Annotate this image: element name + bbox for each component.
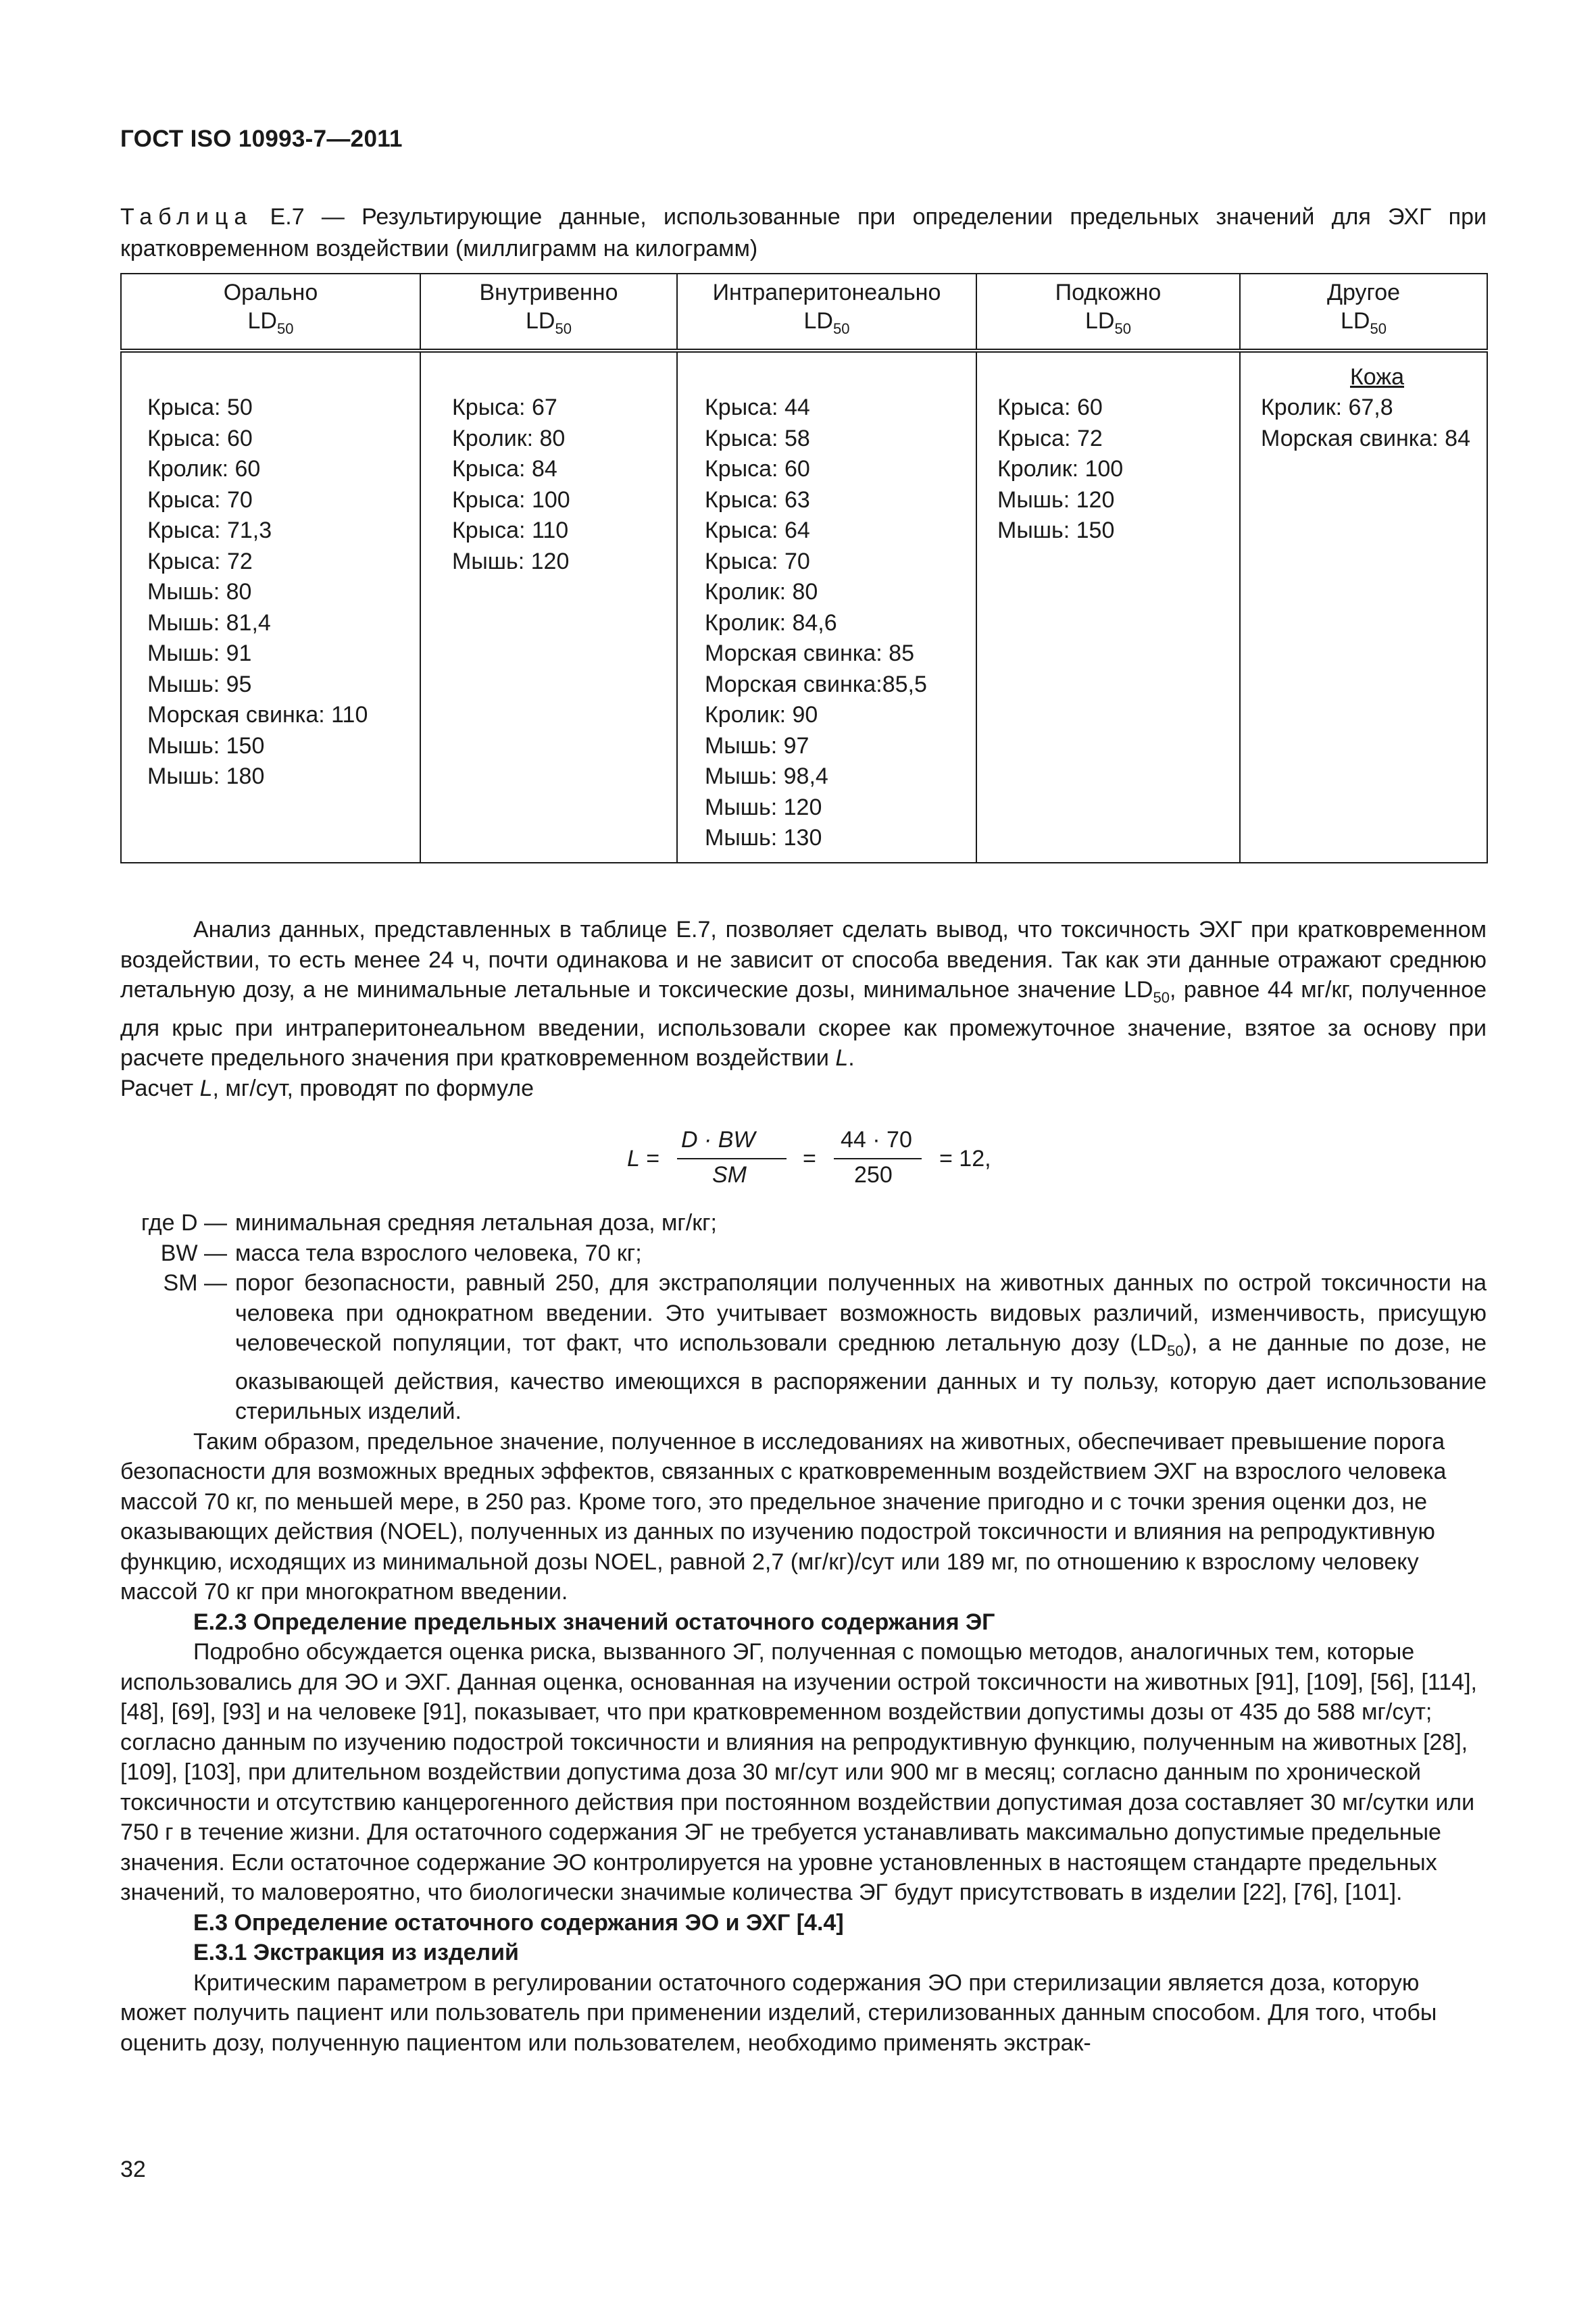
formula [627,1127,1114,1194]
table-entry: Мышь: 80 [147,579,252,605]
table-body-row [121,351,1487,863]
table-entry: Мышь: 130 [705,825,822,851]
ld50-table [120,273,1488,863]
ld50-label: $LD_{50}$ [1085,308,1131,337]
column-header-subcutaneous: Подкожно $LD_{50}$ [976,274,1240,351]
intraperitoneal-list [678,353,976,862]
table-entry: Крыса: 63 [705,486,810,513]
table-entry: Мышь: 97 [705,732,809,759]
other-skin-title: Кожа [1350,364,1404,390]
table-entry: Крыса: 71,3 [147,518,272,543]
formula-result: = 12, [939,1146,991,1172]
table-caption-text: Е.7 — Результирующие данные, использованные при определении предельных значений для ЭХГ при кратковременном воздействии (миллиграмм на килограмм) [120,204,1487,261]
intraperitoneal-cell [677,351,976,863]
table-entry: Кролик: 60 [147,456,261,482]
formula-lhs: L = [627,1146,659,1172]
definition-SM: SM — порог безопасности, равный 250, для экстраполяции полученных на животных данных по острой токсичности на человека при однократном введении. Это учитывает возможность видовых различий, изменчивость, присущую человеческой популяции, тот факт, что использовали среднюю летальную дозу $(LD_{50})$, а не данные по дозе, не оказывающей действия, качество имеющихся в распоряжении данных и ту пользу, которую дает использование стерильных изделий. [163,1270,1487,1424]
paragraph-safety-margin: Таким образом, предельное значение, полученное в исследованиях на животных, обеспечивает превышение порога безопасности для возможных вредных эффектов, связанных с кратковременным воздействием ЭХГ на взрослого человека массой 70 кг, по меньшей мере, в 250 раз. Кроме того, это предельное значение пригодно и с точки зрения оценки доз, не оказывающих действия (NOEL), полученных из данных по изучению подострой токсичности и влияния на репродуктивную функцию, исходящих из минимальной дозы NOEL, равной 2,7 (мг/кг)/сут или 189 мг, по отношению к взрослому человеку массой 70 кг при многократном введении. [120,1428,1447,1605]
column-header-oral: Орально $LD_{50}$ [121,274,420,351]
table-entry: Крыса: 110 [452,518,569,543]
table-entry: Мышь: 150 [147,732,265,759]
table-entry: Крыса: 100 [452,486,570,513]
fraction-line-1 [677,1158,787,1159]
table-entry: Крыса: 60 [147,425,253,451]
fraction-line-2 [834,1158,922,1159]
table-entry: Мышь: 98,4 [705,763,828,789]
definitions [120,1208,1487,2058]
table-entry: Мышь: 180 [147,763,265,789]
subcutaneous-list [977,353,1239,555]
table-entry: Мышь: 120 [997,486,1115,513]
table-entry: Кролик: 100 [997,456,1124,482]
oral-list [122,353,420,801]
paragraph-extraction: Критическим параметром в регулировании остаточного содержания ЭО при стерилизации является доза, которую может получить пациент или пользователь при применении изделий, стерилизованных данным способом. Для того, чтобы оценить дозу, полученную пациентом или пользователем, необходимо применять экстрак- [120,1969,1437,2056]
table-entry: Мышь: 120 [705,794,822,820]
other-list [1241,393,1487,462]
formula-num1: D · BW [681,1127,755,1153]
table-header-row [121,274,1487,351]
ld50-label: $LD_{50}$ [803,308,850,337]
table-entry: Морская свинка: 85 [705,640,914,666]
table-entry: Кролик: 67,8 [1261,395,1393,420]
formula-eq: = [803,1146,816,1172]
definition-D: где D — минимальная средняя летальная доза, мг/кг; [141,1210,717,1236]
table-entry: Морская свинка: 84 [1261,425,1470,451]
ld50-label: $LD_{50}$ [1341,308,1387,337]
table-entry: Кролик: 80 [705,579,818,605]
heading-e-2-3: Е.2.3 Определение предельных значений остаточного содержания ЭГ [193,1609,995,1635]
oral-cell [121,351,420,863]
table-entry: Крыса: 84 [452,456,557,482]
table-entry: Крыса: 70 [705,548,810,574]
table-entry: Кролик: 84,6 [705,609,837,636]
table-entry: Крыса: 44 [705,395,810,420]
heading-e-3: Е.3 Определение остаточного содержания ЭО и ЭХГ [4.4] [193,1909,844,1936]
table-entry: Крыса: 67 [452,395,557,420]
table-entry: Мышь: 91 [147,640,252,666]
table-entry: Кролик: 80 [452,425,566,451]
formula-num2: 44 · 70 [841,1127,912,1153]
table-entry: Мышь: 150 [997,518,1115,543]
ld50-label: $LD_{50}$ [526,308,572,337]
page-number: 32 [120,2157,146,2182]
table-caption-word: Таблица [120,204,253,230]
paragraph-eg-risk: Подробно обсуждается оценка риска, вызванного ЭГ, полученная с помощью методов, аналогичных тем, которые использовались для ЭО и ЭХГ. Данная оценка, основанная на изучении острой токсичности на животных [91], [109], [56], [114], [48], [69], [93] и на человеке [91], показывает, что при кратковременном воздействии допустимы дозы от 435 до 588 мг/сут; согласно данным по изучению подострой токсичности и влияния на репродуктивную функцию, полученным на животных [28], [109], [103], при длительном воздействии допустима доза 30 мг/сут или 900 мг в месяц; согласно данным по хронической токсичности и отсутствию канцерогенного действия при постоянном воздействии допустимая доза составляет 30 мг/сутки или 750 г в течение жизни. Для остаточного содержания ЭГ не требуется устанавливать максимально допустимые предельные значения. Если остаточное содержание ЭО контролируется на уровне установленных в настоящем стандарте предельных значений, то маловероятно, что биологически значимые количества ЭГ будут присутствовать в изделии [22], [76], [101]. [120,1639,1477,1905]
formula-den2: 250 [854,1162,893,1188]
table-entry: Мышь: 120 [452,548,570,574]
other-cell [1240,351,1487,863]
table-entry: Крыса: 58 [705,425,810,451]
table-entry: Морская свинка: 110 [147,702,368,728]
column-header-intravenous: Внутривенно $LD_{50}$ [420,274,677,351]
table-entry: Морская свинка:85,5 [705,671,927,697]
table-entry: Мышь: 95 [147,671,252,697]
formula-den1: SM [712,1162,747,1188]
intravenous-cell [420,351,677,863]
document-page [120,0,1487,2314]
table-entry: Мышь: 81,4 [147,609,271,636]
heading-e-3-1: Е.3.1 Экстракция из изделий [193,1940,519,1965]
intravenous-list [421,353,676,585]
table-entry: Крыса: 50 [147,395,253,420]
table-entry: Кролик: 90 [705,702,818,728]
analysis-paragraph: Анализ данных, представленных в таблице Е.7, позволяет сделать вывод, что токсичность ЭХГ при кратковременном воздействии, то есть менее 24 ч, почти одинакова и не зависит от способа введения. Так как эти данные отражают среднюю летальную дозу, а не минимальные летальные и токсические дозы, минимальное значение $LD_{50}$, равное 44 мг/кг, полученное для крыс при интраперитонеальном введении, использовали скорее как промежуточное значение, взятое за основу при расчете предельного значения при кратковременном воздействии L. [120,917,1487,1071]
ld50-label: $LD_{50}$ [247,308,294,337]
table-entry: Крыса: 60 [705,456,810,482]
table-entry: Крыса: 72 [147,548,253,574]
column-header-other: Другое $LD_{50}$ [1240,274,1487,351]
definition-BW: BW — масса тела взрослого человека, 70 кг; [160,1240,642,1266]
table-entry: Крыса: 64 [705,518,810,543]
column-header-intraperitoneal: Интраперитонеально $LD_{50}$ [677,274,976,351]
table-caption [120,201,1487,265]
ld50-inline: $LD_{50}$ [1124,977,1170,1006]
analysis-section [120,915,1487,1103]
table-entry: Крыса: 72 [997,425,1103,451]
document-header: ГОСТ ISO 10993-7—2011 [120,126,403,152]
table-entry: Крыса: 60 [997,395,1103,420]
formula-intro: Расчет L, мг/сут, проводят по формуле [120,1075,534,1101]
table-entry: Крыса: 70 [147,486,253,513]
subcutaneous-cell [976,351,1240,863]
